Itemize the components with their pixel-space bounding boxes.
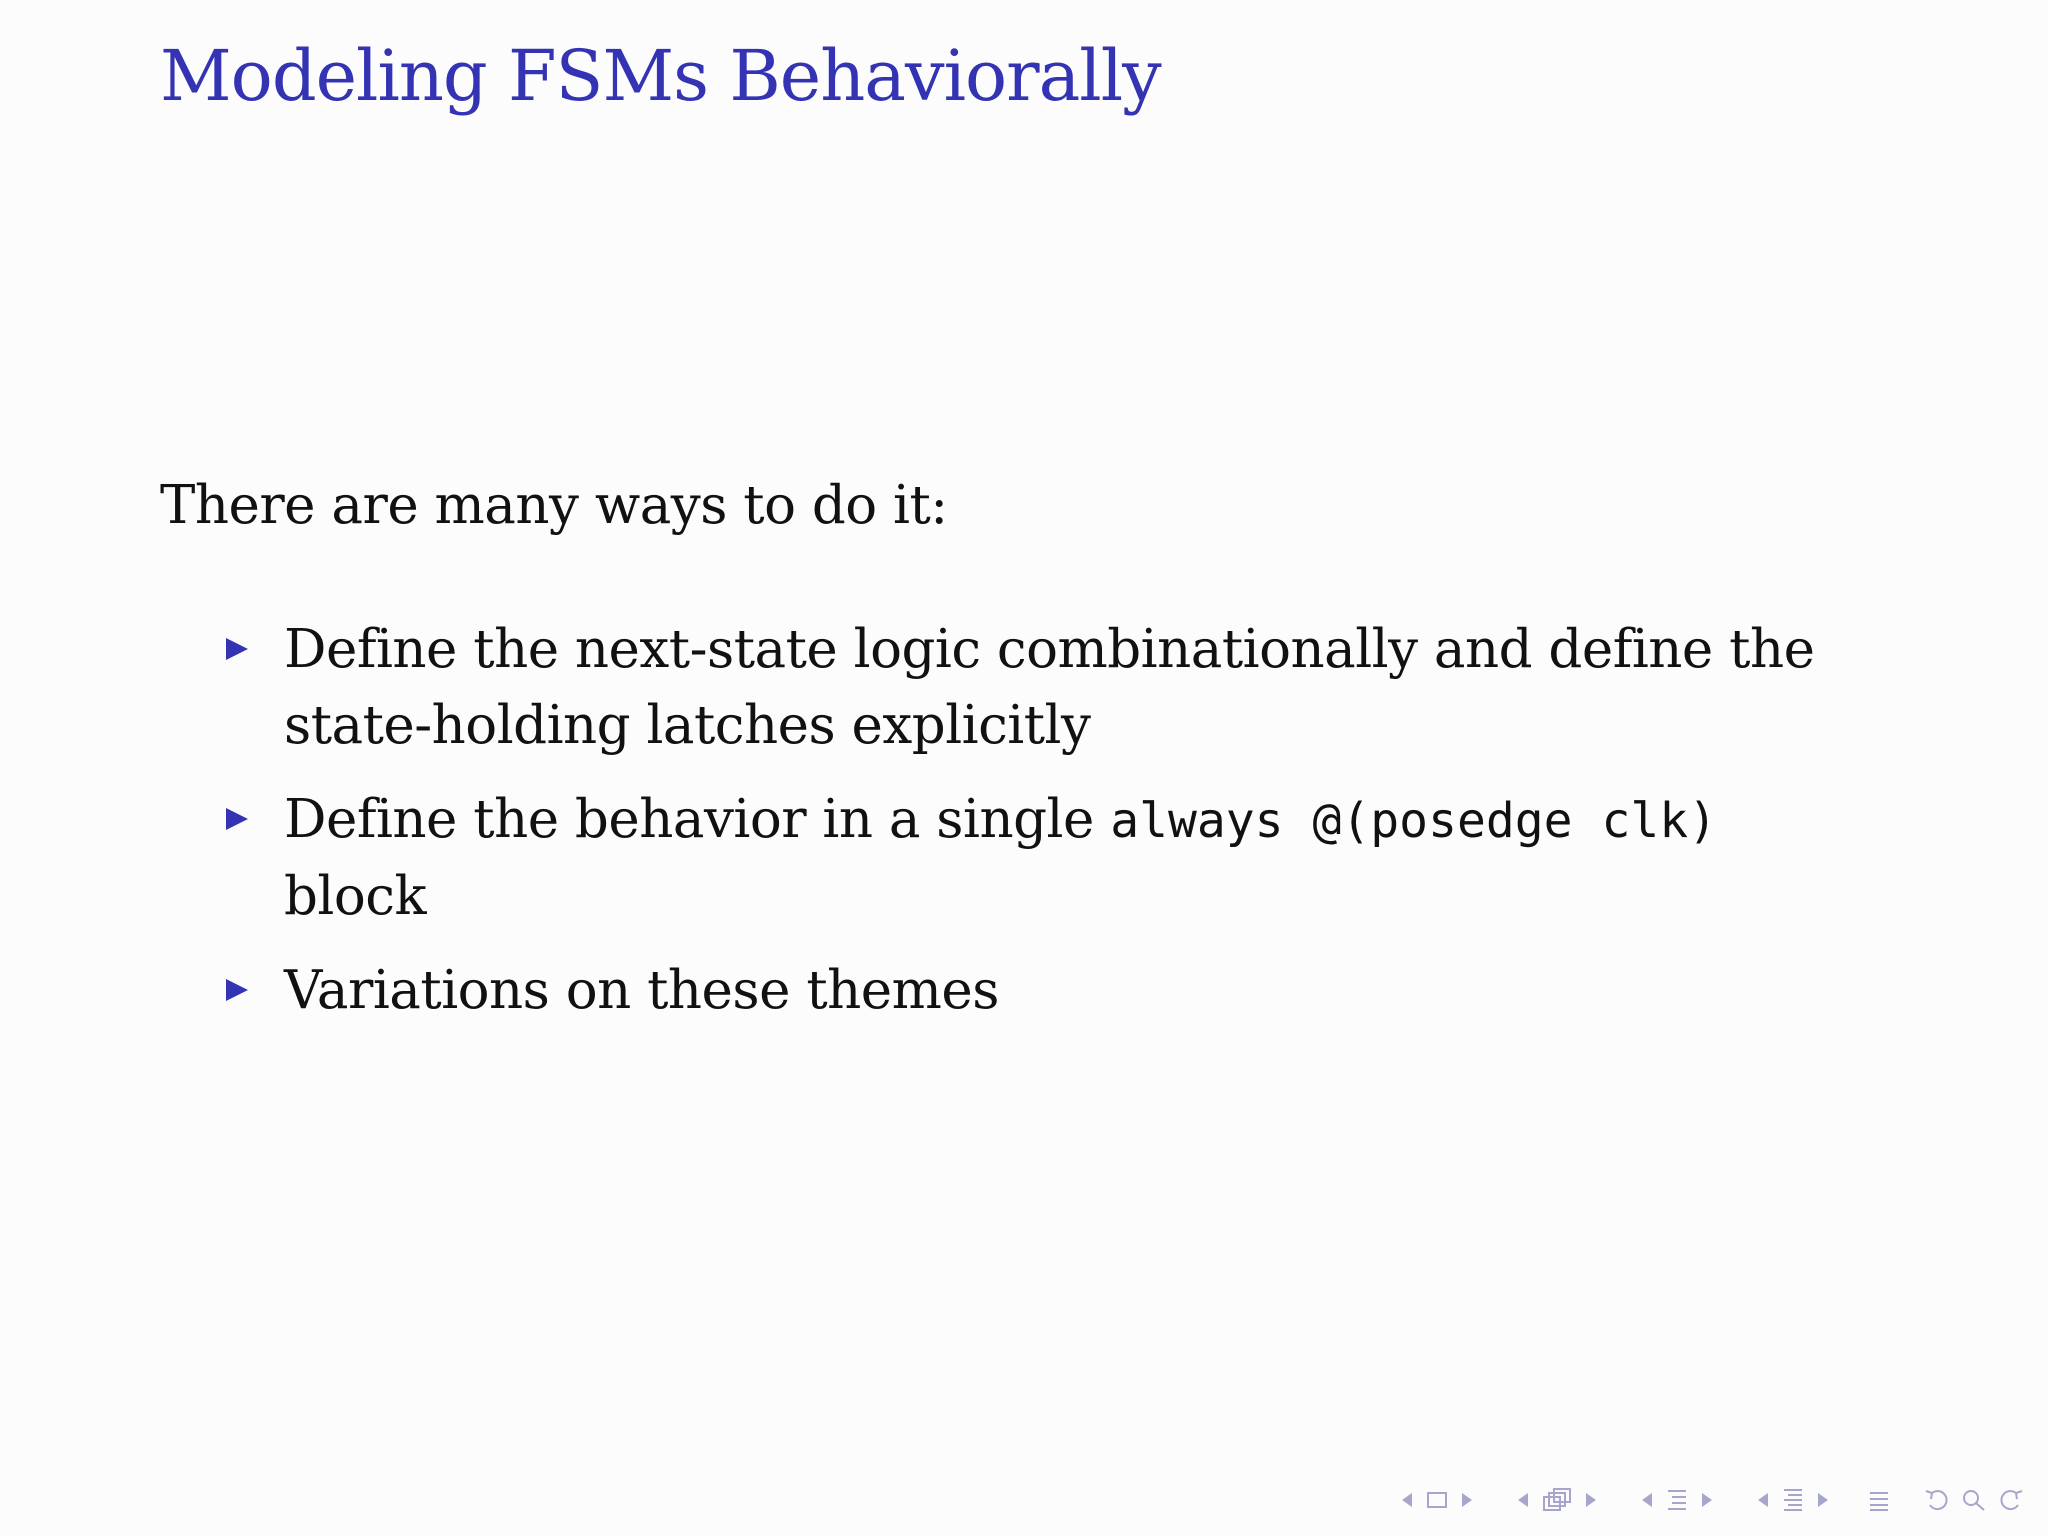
forward-icon[interactable] — [1996, 1487, 2024, 1513]
triangle-bullet-icon — [226, 808, 248, 830]
section-prev-arrow-icon[interactable] — [1642, 1493, 1652, 1507]
frame-next-arrow-icon[interactable] — [1462, 1493, 1472, 1507]
beamer-navigation-bar — [1392, 1480, 2028, 1520]
back-icon[interactable] — [1924, 1487, 1952, 1513]
bullet-item-1 — [160, 612, 1860, 764]
subsection-prev-arrow-icon[interactable] — [1518, 1493, 1528, 1507]
triangle-bullet-icon — [226, 979, 248, 1001]
bullet-text-1: Define the next-state logic combinationally and define the state-holding latches explicitly — [284, 619, 1815, 756]
frame-nav-group — [1392, 1491, 1482, 1509]
document-prev-arrow-icon[interactable] — [1758, 1493, 1768, 1507]
bullet-text-3: Variations on these themes — [284, 960, 999, 1021]
subsection-nav-group — [1508, 1487, 1606, 1513]
bullet-item-3 — [160, 953, 1860, 1029]
appendix-icon[interactable] — [1868, 1487, 1890, 1513]
search-icon[interactable] — [1960, 1487, 1988, 1513]
frame-title: Modeling FSMs Behaviorally — [160, 35, 1161, 117]
document-nav-group — [1748, 1487, 1838, 1513]
section-next-arrow-icon[interactable] — [1702, 1493, 1712, 1507]
bullet-item-2 — [160, 782, 1860, 935]
document-next-arrow-icon[interactable] — [1818, 1493, 1828, 1507]
triangle-bullet-icon — [226, 638, 248, 660]
frame-icon[interactable] — [1426, 1491, 1448, 1509]
subsection-next-arrow-icon[interactable] — [1586, 1493, 1596, 1507]
document-icon[interactable] — [1782, 1487, 1804, 1513]
history-search-group — [1920, 1487, 2028, 1513]
bullet-code-always-block: always @(posedge clk) — [1110, 793, 1718, 849]
bullet-text-2-before: Define the behavior in a single — [284, 789, 1111, 850]
bullet-text-2-after: block — [284, 866, 427, 927]
appendix-nav-group — [1864, 1487, 1894, 1513]
subsection-icon[interactable] — [1542, 1487, 1572, 1513]
intro-text: There are many ways to do it: — [160, 475, 948, 536]
section-nav-group — [1632, 1487, 1722, 1513]
bullet-list — [160, 612, 1860, 1047]
frame-prev-arrow-icon[interactable] — [1402, 1493, 1412, 1507]
section-icon[interactable] — [1666, 1487, 1688, 1513]
